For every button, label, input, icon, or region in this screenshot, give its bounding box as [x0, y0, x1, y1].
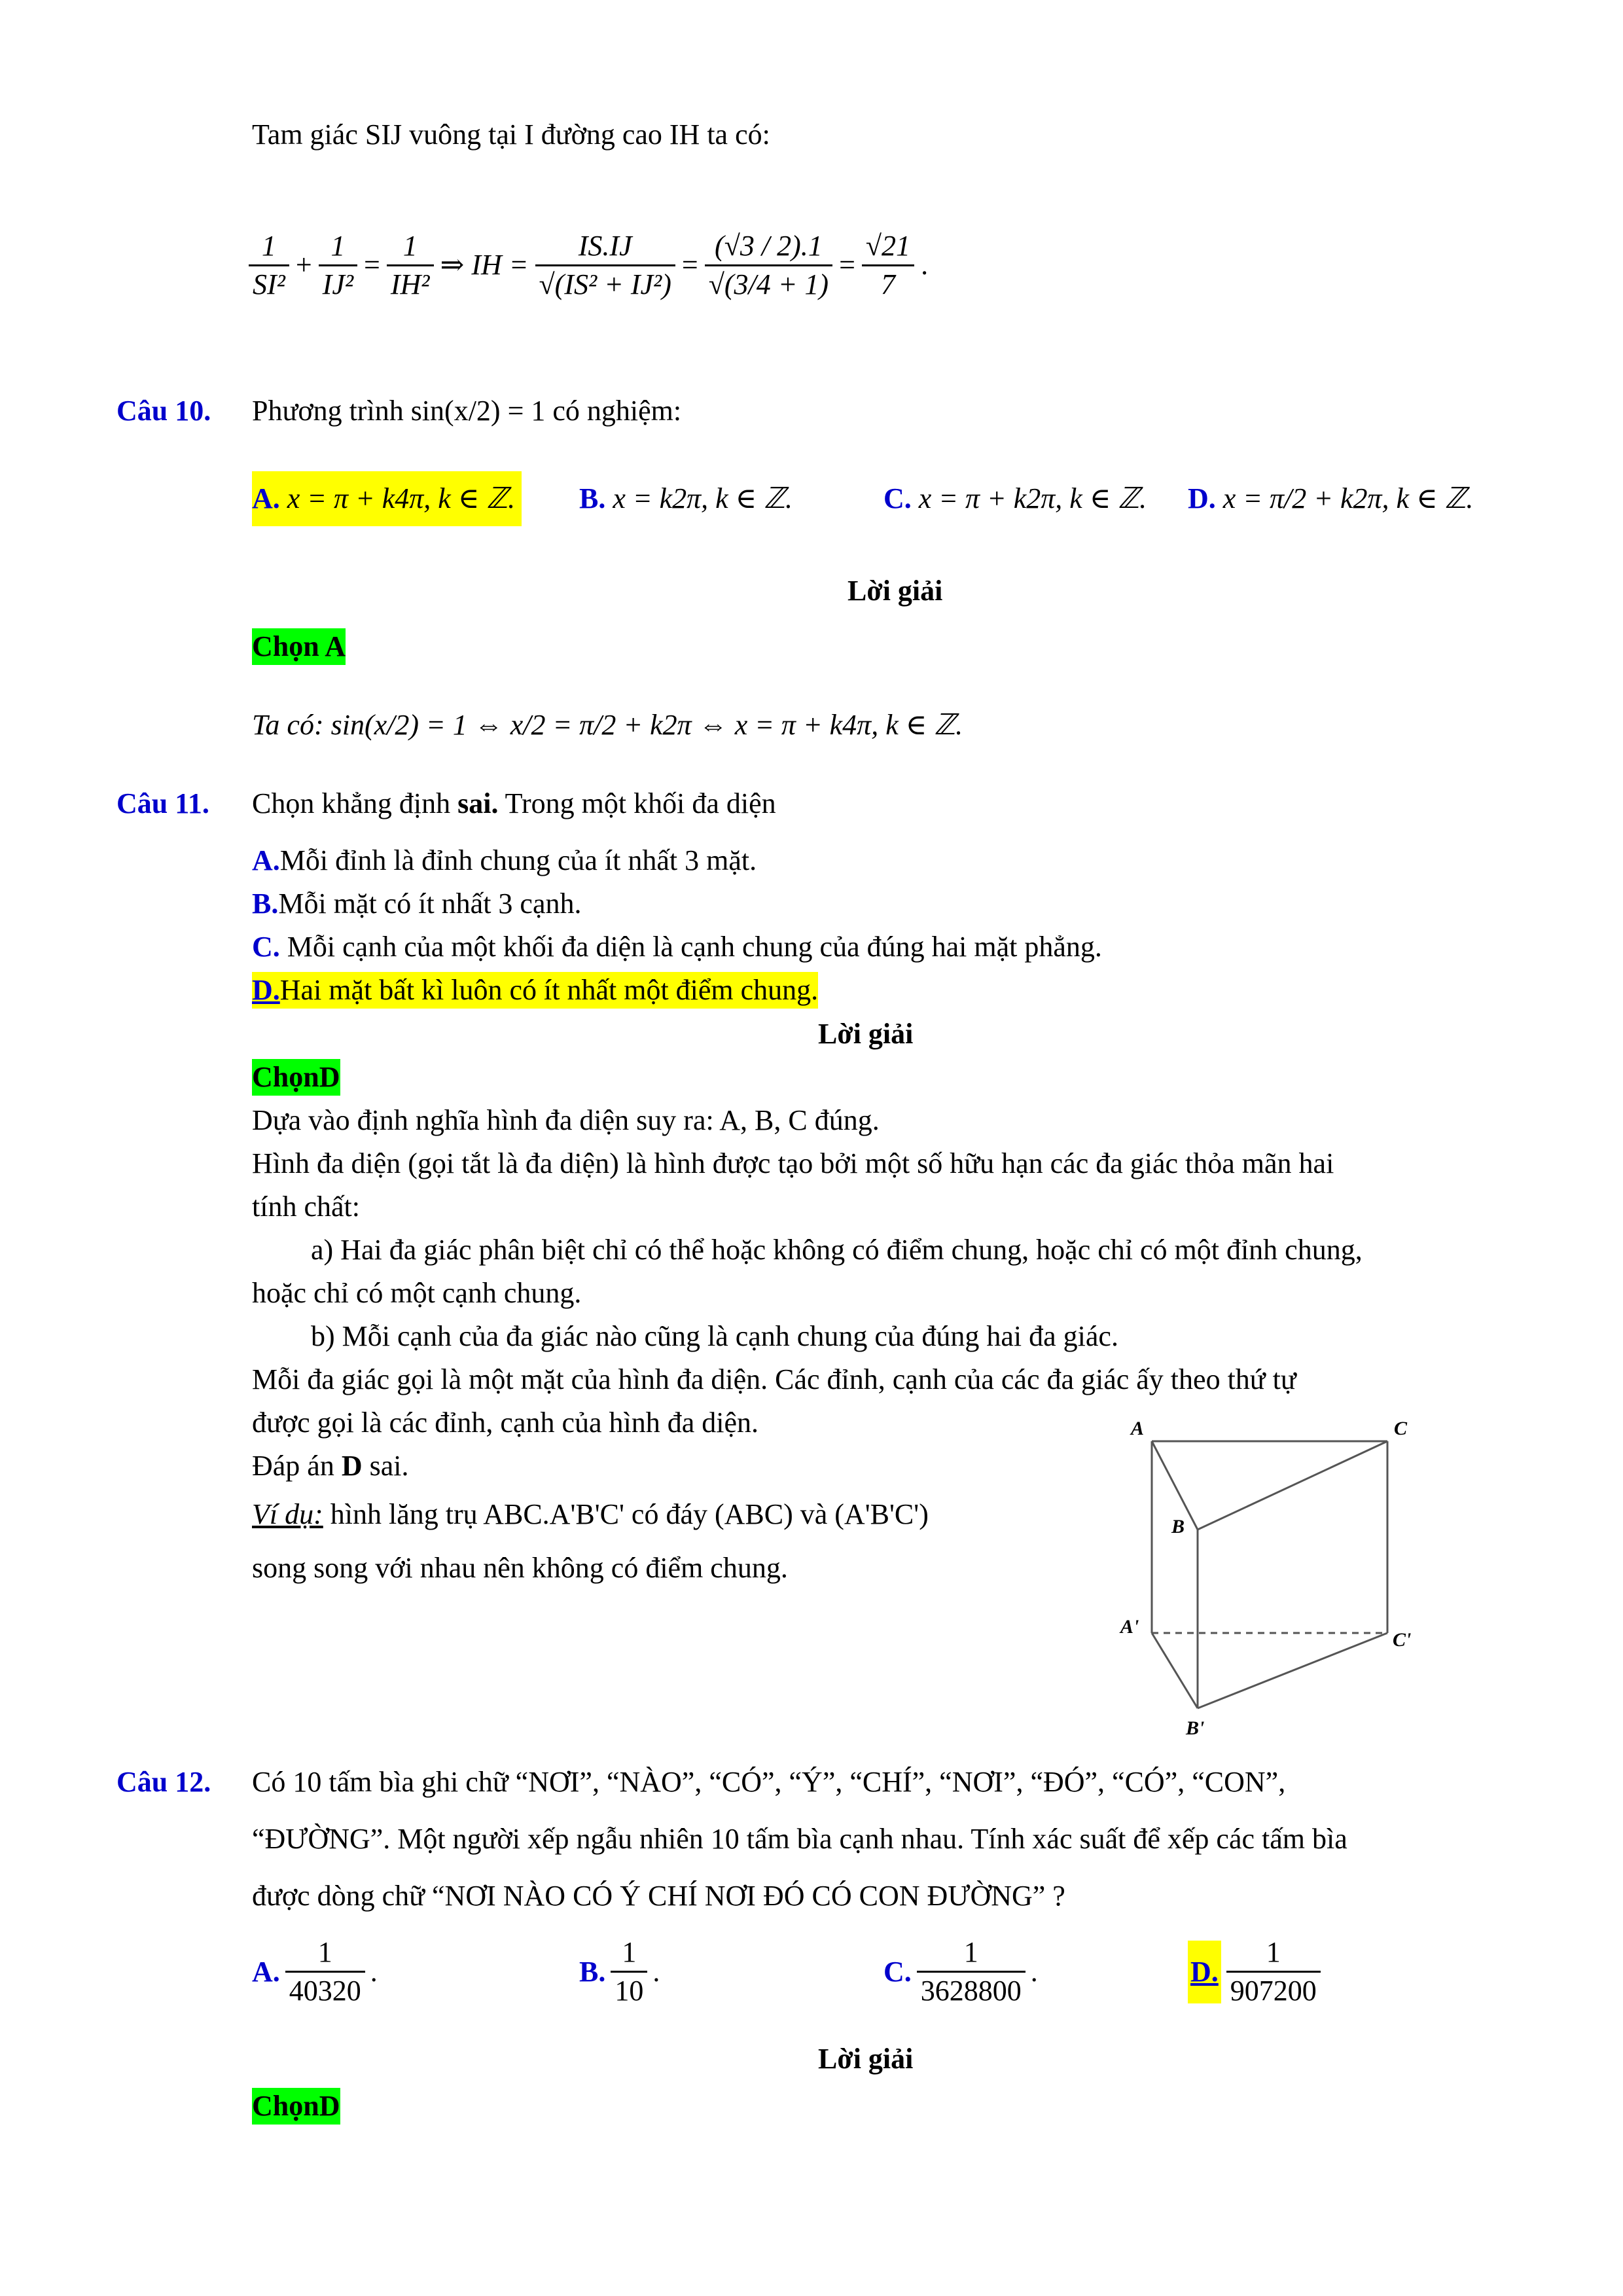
- question-line: được dòng chữ “NƠI NÀO CÓ Ý CHÍ NƠI ĐÓ CÓ CON ĐƯỜNG” ?: [252, 1880, 1065, 1912]
- fraction: 1 10: [611, 1934, 647, 2009]
- solution-title: Lời giải: [818, 2043, 914, 2075]
- vertex-label-c: C: [1394, 1418, 1408, 1439]
- intro-line: Tam giác SIJ vuông tại I đường cao IH ta có:: [252, 118, 770, 151]
- edge-bc: [1198, 1441, 1387, 1530]
- fraction: $\frac{(√3 / 2).1}{√(3/4 + 1)}$: [705, 228, 832, 303]
- fraction: 1 3628800: [917, 1934, 1026, 2009]
- operator: .: [921, 249, 929, 281]
- solution-text: Ta có: sin(x/2) = 1 ⇔ x/2 = π/2 + k2π ⇔ x = π + k4π, k ∈ ℤ.: [252, 709, 963, 741]
- fraction: $\frac{1}{\text{IJ²}}$: [319, 228, 357, 303]
- solution-title: Lời giải: [818, 1018, 914, 1050]
- vertex-label-a: A: [1131, 1418, 1145, 1439]
- option-c: C. Mỗi cạnh của một khối đa diện là cạnh chung của đúng hai mặt phẳng.: [252, 931, 1102, 963]
- solution-line: Dựa vào định nghĩa hình đa diện suy ra: A, B, C đúng.: [252, 1104, 880, 1136]
- choice-badge: ChọnD: [252, 2088, 340, 2125]
- option-b: B. 1 10 .: [579, 1934, 660, 2009]
- edge-b1c1: [1198, 1633, 1387, 1708]
- vertex-label-a1: A': [1120, 1616, 1139, 1638]
- formula-row: [249, 187, 928, 344]
- question-line: “ĐƯỜNG”. Một người xếp ngẫu nhiên 10 tấm bìa cạnh nhau. Tính xác suất để xếp các tấm bìa: [252, 1823, 1347, 1855]
- solution-title: Lời giải: [847, 575, 943, 607]
- option-a: A. x = π + k4π, k ∈ ℤ.: [252, 471, 522, 526]
- solution-line: tính chất:: [252, 1191, 360, 1223]
- solution-line: được gọi là các đỉnh, cạnh của hình đa diện.: [252, 1407, 759, 1439]
- option-d: D. x = π/2 + k2π, k ∈ ℤ.: [1188, 482, 1474, 514]
- option-b: B. x = k2π, k ∈ ℤ.: [579, 482, 793, 514]
- prism-figure: [1113, 1407, 1440, 1748]
- solution-line: Hình đa diện (gọi tắt là đa diện) là hình được tạo bởi một số hữu hạn các đa giác thỏa mãn hai: [252, 1147, 1334, 1179]
- question-label: Câu 12.: [116, 1766, 211, 1798]
- fraction: $\frac{1}{\text{IH²}}$: [387, 228, 434, 303]
- option-a: A. 1 40320 .: [252, 1934, 378, 2009]
- operator: =: [839, 249, 855, 281]
- vertex-label-b: B: [1171, 1516, 1185, 1537]
- solution-line: Mỗi đa giác gọi là một mặt của hình đa diện. Các đỉnh, cạnh của các đa giác ấy theo thứ tự: [252, 1363, 1296, 1395]
- fraction: $\frac{IS.IJ}{\text{√(IS² + IJ²)}}$: [535, 228, 675, 303]
- solution-line: hoặc chỉ có một cạnh chung.: [252, 1277, 582, 1309]
- operator: ⇒ IH =: [440, 249, 529, 281]
- fraction: 1 SI²: [249, 228, 289, 303]
- vertex-label-b1: B': [1186, 1717, 1205, 1739]
- solution-line: b) Mỗi cạnh của đa giác nào cũng là cạnh chung của đúng hai đa giác.: [311, 1320, 1118, 1352]
- option-d: D. 1 907200: [1188, 1934, 1321, 2009]
- question-label: Câu 11.: [116, 787, 209, 819]
- fraction: $\frac{√21}{7}$: [862, 228, 914, 303]
- operator: =: [364, 249, 380, 281]
- example-line: song song với nhau nên không có điểm chung.: [252, 1552, 788, 1584]
- choice-badge: ChọnD: [252, 1059, 340, 1096]
- example-line: Ví dụ: hình lăng trụ ABC.A'B'C' có đáy (ABC) và (A'B'C'): [252, 1498, 929, 1530]
- option-c: C. 1 3628800 .: [883, 1934, 1038, 2009]
- option-c: C. x = π + k2π, k ∈ ℤ.: [883, 482, 1147, 514]
- fraction: 1 40320: [285, 1934, 365, 2009]
- choice-badge: Chọn A: [252, 628, 346, 665]
- operator: +: [295, 249, 312, 281]
- question-text: Chọn khẳng định sai. Trong một khối đa diện: [252, 787, 776, 819]
- vertex-label-c1: C': [1393, 1629, 1412, 1651]
- fraction: 1 907200: [1226, 1934, 1321, 2009]
- option-a: A.Mỗi đỉnh là đỉnh chung của ít nhất 3 mặt.: [252, 844, 757, 876]
- solution-line: a) Hai đa giác phân biệt chỉ có thể hoặc không có điểm chung, hoặc chỉ có một đỉnh chung,: [311, 1234, 1363, 1266]
- option-b: B.Mỗi mặt có ít nhất 3 cạnh.: [252, 888, 582, 920]
- question-line: Có 10 tấm bìa ghi chữ “NƠI”, “NÀO”, “CÓ”, “Ý”, “CHÍ”, “NƠI”, “ĐÓ”, “CÓ”, “CON”,: [252, 1766, 1286, 1798]
- question-label: Câu 10.: [116, 395, 211, 427]
- answer-line: Đáp án D sai.: [252, 1450, 409, 1482]
- question-text: Phương trình sin(x/2) = 1 có nghiệm:: [252, 395, 682, 427]
- option-d: D.Hai mặt bất kì luôn có ít nhất một điểm chung.: [252, 972, 818, 1009]
- operator: =: [681, 249, 698, 281]
- edge-a1b1: [1152, 1633, 1198, 1708]
